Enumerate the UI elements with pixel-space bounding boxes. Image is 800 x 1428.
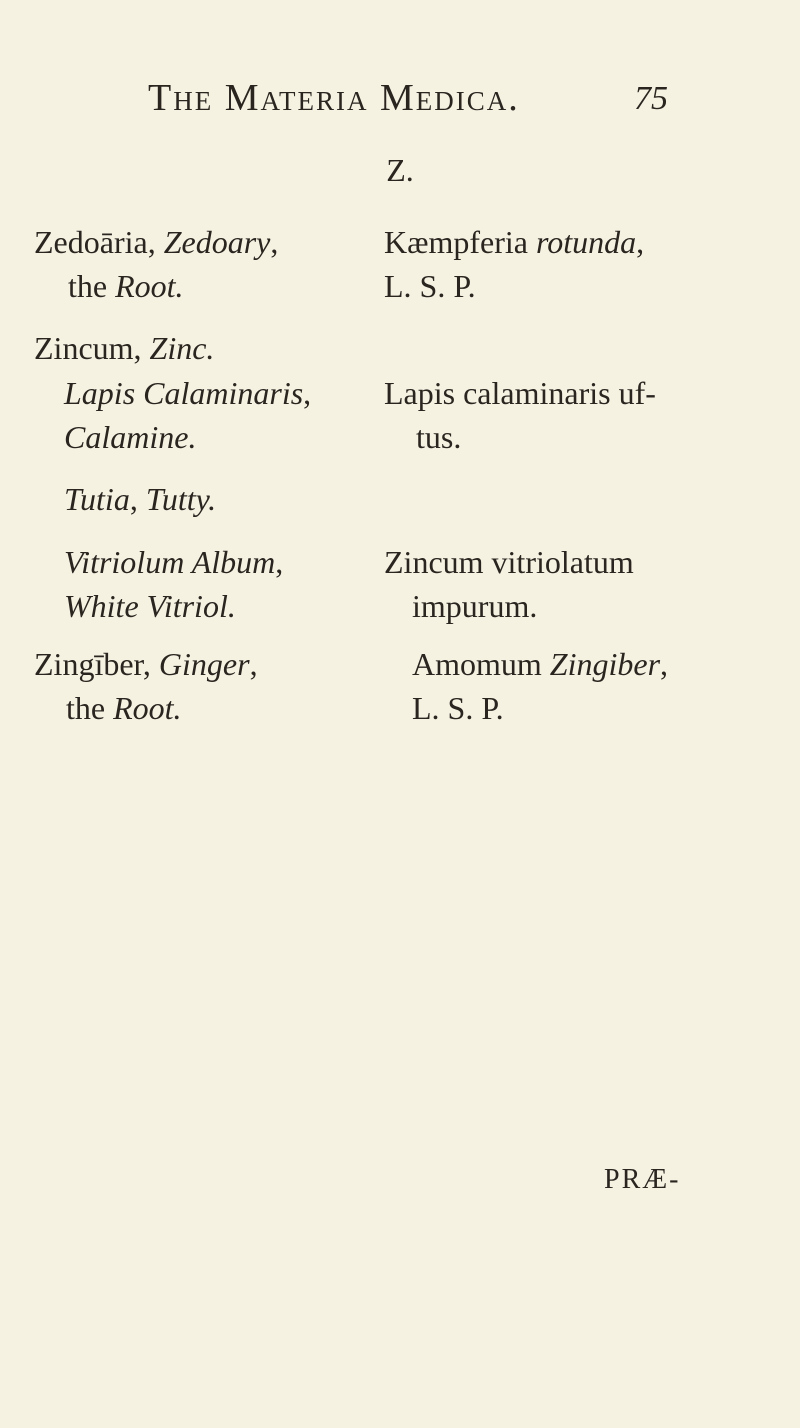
running-title: The Materia Medica. <box>148 77 520 119</box>
entry-zingiber-part: the Root. <box>66 690 182 726</box>
entry-tutia: Tutia, Tutty. <box>64 481 217 517</box>
entry-lapis-calaminaris-ustus: Lapis calaminaris uf- <box>384 375 656 411</box>
entry-white-vitriol: White Vitriol. <box>64 588 236 624</box>
entry-zedoaria-part: the Root. <box>68 268 184 304</box>
entry-zedoaria-pharmacopoeia: L. S. P. <box>384 268 476 304</box>
entry-zincum-vitriolatum: Zincum vitriolatum <box>384 544 634 580</box>
section-letter: Z. <box>386 152 414 188</box>
page-number: 75 <box>634 80 668 117</box>
entry-zedoaria-name: Zedoāria, Zedoary, <box>34 224 279 260</box>
entry-zingiber-name: Zingīber, Ginger, <box>34 646 258 682</box>
running-header <box>0 72 800 122</box>
entry-zincum-vitriolatum-cont: impurum. <box>412 588 538 624</box>
catchword: PRÆ- <box>604 1164 681 1195</box>
entry-zedoaria-official-name: Kæmpferia rotunda, <box>384 224 645 260</box>
entry-vitriolum-album: Vitriolum Album, <box>64 544 284 580</box>
entry-calamine: Calamine. <box>64 419 197 455</box>
entry-zingiber-pharmacopoeia: L. S. P. <box>412 690 504 726</box>
entry-amomum-zingiber: Amomum Zingiber, <box>412 646 669 682</box>
entry-lapis-calaminaris: Lapis Calaminaris, <box>64 375 312 411</box>
entry-lapis-calaminaris-ustus-cont: tus. <box>416 419 462 455</box>
entry-zincum-name: Zincum, Zinc. <box>34 330 215 366</box>
